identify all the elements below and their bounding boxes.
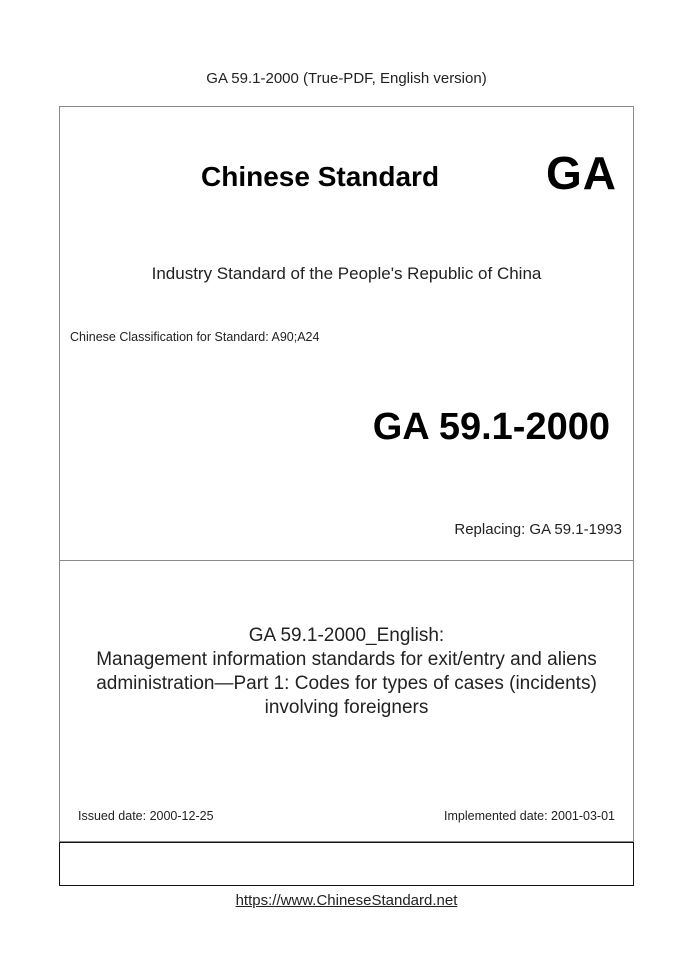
ga-code-mark: GA	[546, 147, 617, 199]
document-title-line: Management information standards for exit/entry and aliens	[96, 649, 597, 670]
document-title	[59, 624, 634, 720]
document-title-line: GA 59.1-2000_English:	[248, 625, 445, 646]
document-title-line: administration—Part 1: Codes for types of cases (incidents)	[96, 673, 597, 694]
document-title-line: involving foreigners	[264, 697, 429, 718]
classification-text: Chinese Classification for Standard: A90;A24	[70, 330, 320, 344]
industry-standard-line: Industry Standard of the People's Republic of China	[151, 264, 542, 283]
issued-date: Issued date: 2000-12-25	[78, 809, 214, 823]
standard-title: Chinese Standard	[201, 161, 440, 192]
empty-bottom-box	[59, 842, 634, 886]
standard-number: GA 59.1-2000	[372, 406, 610, 448]
replacing-text: Replacing: GA 59.1-1993	[454, 521, 622, 538]
website-link[interactable]: https://www.ChineseStandard.net	[235, 892, 458, 909]
implemented-date: Implemented date: 2001-03-01	[444, 809, 615, 823]
header-caption: GA 59.1-2000 (True-PDF, English version)	[206, 70, 487, 87]
